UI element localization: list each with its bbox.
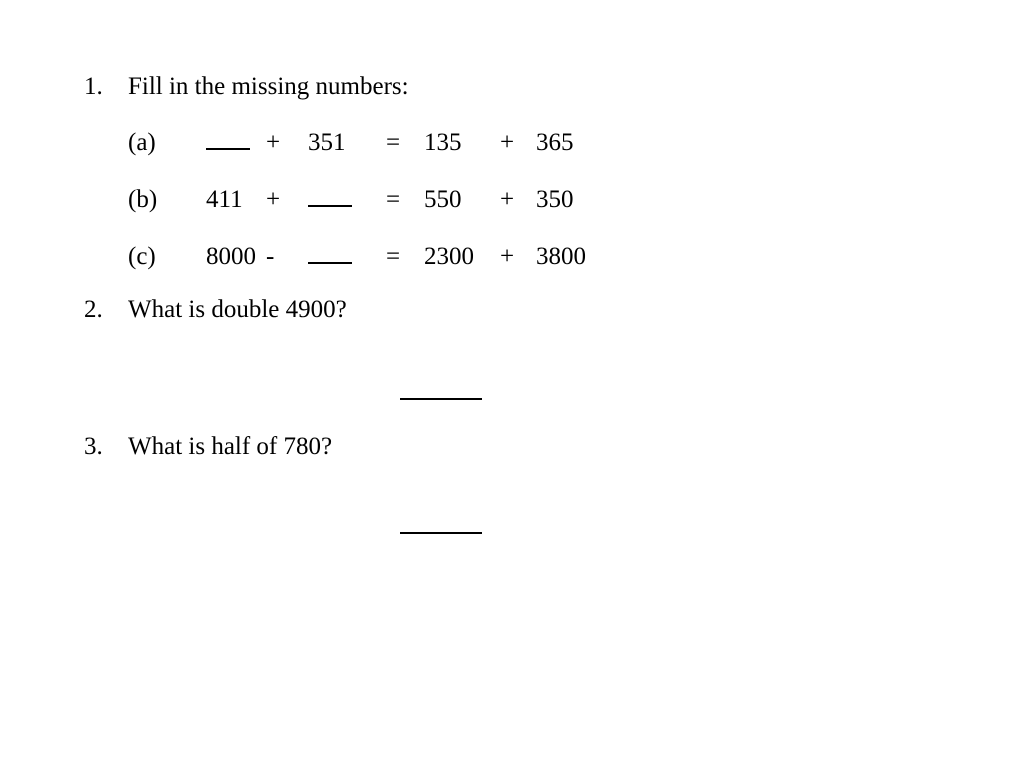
item-a-operand1 — [206, 129, 266, 157]
spacer — [84, 157, 964, 186]
answer-blank-field[interactable] — [400, 516, 482, 534]
question-1-item-a — [128, 129, 964, 157]
question-2-answer-area — [84, 382, 964, 400]
question-3-answer-area — [84, 516, 964, 534]
question-1-prompt: Fill in the missing numbers: — [128, 73, 409, 100]
item-a-sign1: + — [266, 129, 281, 156]
answer-blank-field[interactable] — [400, 382, 482, 400]
question-2-prompt: What is double 4900? — [128, 296, 347, 323]
item-b-operand3: 550 — [424, 186, 462, 213]
question-1-number: 1. — [84, 73, 103, 100]
item-a-sign2: + — [500, 129, 515, 156]
question-1 — [84, 74, 964, 99]
blank-field[interactable] — [206, 130, 250, 150]
question-1-item-b — [128, 186, 964, 214]
item-c-sign2: + — [500, 243, 515, 270]
item-c-operand1: 8000 — [206, 243, 256, 270]
question-3-number: 3. — [84, 433, 103, 460]
item-c-label: (c) — [128, 243, 156, 270]
spacer — [84, 214, 964, 243]
blank-field[interactable] — [308, 187, 352, 207]
item-c-operand4: 3800 — [536, 243, 586, 270]
spacer — [84, 459, 964, 516]
question-3-prompt: What is half of 780? — [128, 433, 333, 460]
blank-field[interactable] — [308, 244, 352, 264]
item-b-operand1: 411 — [206, 186, 243, 213]
question-1-item-c — [128, 243, 964, 271]
item-b-equals: = — [386, 186, 401, 213]
item-a-label: (a) — [128, 129, 156, 156]
question-2 — [84, 297, 964, 322]
item-a-operand2: 351 — [308, 129, 346, 156]
spacer — [84, 322, 964, 382]
spacer — [84, 400, 964, 434]
item-b-operand2 — [308, 186, 386, 214]
item-a-equals: = — [386, 129, 401, 156]
item-b-sign2: + — [500, 186, 515, 213]
item-a-operand3: 135 — [424, 129, 462, 156]
item-b-label: (b) — [128, 186, 158, 213]
item-b-sign1: + — [266, 186, 281, 213]
item-c-equals: = — [386, 243, 401, 270]
spacer — [84, 99, 964, 129]
question-2-number: 2. — [84, 296, 103, 323]
item-a-operand4: 365 — [536, 129, 574, 156]
item-c-operand2 — [308, 243, 386, 271]
item-b-operand4: 350 — [536, 186, 574, 213]
question-3 — [84, 434, 964, 459]
item-c-sign1: - — [266, 243, 275, 270]
spacer — [84, 271, 964, 297]
item-c-operand3: 2300 — [424, 243, 474, 270]
